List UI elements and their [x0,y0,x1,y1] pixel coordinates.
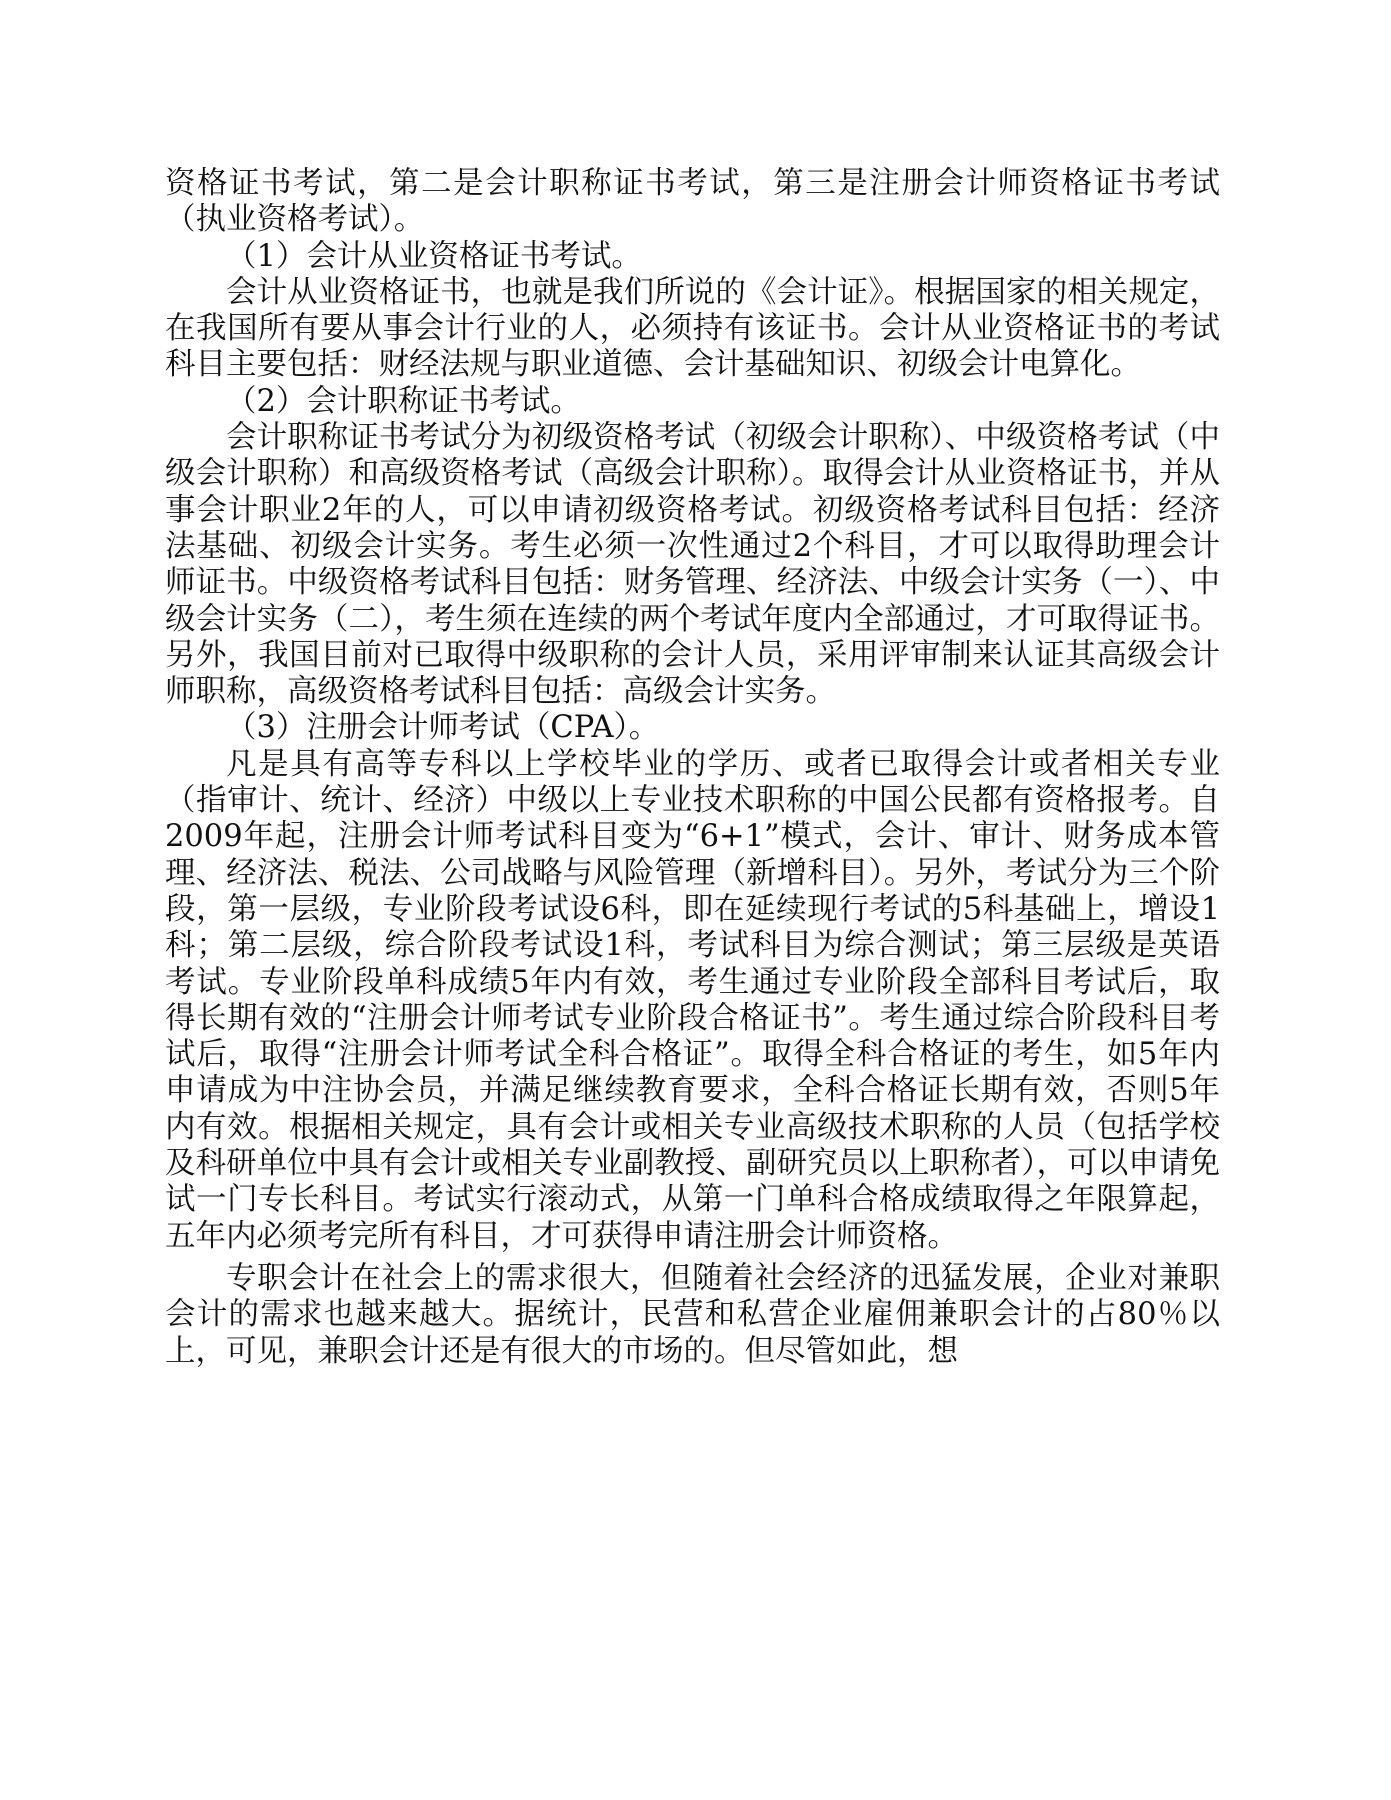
heading-cpa-exam: （3）注册会计师考试（CPA）。 [226,710,660,746]
paragraph-cpa-exam: 凡是具有高等专科以上学校毕业的学历、或者已取得会计或者相关专业（指审计、统计、经济）中级以上专业技术职称的中国公民都有资格报考。自2009年起，注册会计师考试科目变为“6+1”模式，会计、审计、财务成本管理、经济法、税法、公司战略与风险管理（新增科目）。另外，考试分为三个阶段，第一层级，专业阶段考试设6科，即在延续现行考试的5科基础上，增设1科；第二层级，综合阶段考试设1科，考试科目为综合测试；第三层级是英语考试。专业阶段单科成绩5年内有效，考生通过专业阶段全部科目考试后，取得长期有效的“注册会计师考试专业阶段合格证书”。考生通过综合阶段科目考试后，取得“注册会计师考试全科合格证”。取得全科合格证的考生，如5年内申请成为中注协会员，并满足继续教育要求，全科合格证长期有效，否则5年内有效。根据相关规定，具有会计或相关专业高级技术职称的人员（包括学校及科研单位中具有会计或相关专业副教授、副研究员以上职称者），可以申请免试一门专长科目。考试实行滚动式，从第一门单科合格成绩取得之年限算起，五年内必须考完所有科目，才可获得申请注册会计师资格。 [165,746,1220,1254]
heading-accounting-title: （2）会计职称证书考试。 [226,383,581,419]
heading-accounting-qualification: （1）会计从业资格证书考试。 [226,238,642,274]
paragraph-accounting-title: 会计职称证书考试分为初级资格考试（初级会计职称）、中级资格考试（中级会计职称）和高级资格考试（高级会计职称）。取得会计从业资格证书，并从事会计职业2年的人，可以申请初级资格考试。初级资格考试科目包括：经济法基础、初级会计实务。考生必须一次性通过2个科目，才可以取得助理会计师证书。中级资格考试科目包括：财务管理、经济法、中级会计实务（一）、中级会计实务（二），考生须在连续的两个考试年度内全部通过，才可取得证书。另外，我国目前对已取得中级职称的会计人员，采用评审制来认证其高级会计师职称，高级资格考试科目包括：高级会计实务。 [165,420,1220,710]
paragraph-accounting-qualification: 会计从业资格证书，也就是我们所说的《会计证》。根据国家的相关规定，在我国所有要从事会计行业的人，必须持有该证书。会计从业资格证书的考试科目主要包括：财经法规与职业道德、会计基础知识、初级会计电算化。 [165,274,1220,383]
paragraph-part-time-accounting: 专职会计在社会上的需求很大，但随着社会经济的迅猛发展，企业对兼职会计的需求也越来越大。据统计，民营和私营企业雇佣兼职会计的占80％以上，可见，兼职会计还是有很大的市场的。但尽管如此，想 [165,1260,1220,1369]
paragraph-intro-continued: 资格证书考试，第二是会计职称证书考试，第三是注册会计师资格证书考试（执业资格考试）。 [165,166,1220,238]
document-page [165,166,1220,1370]
